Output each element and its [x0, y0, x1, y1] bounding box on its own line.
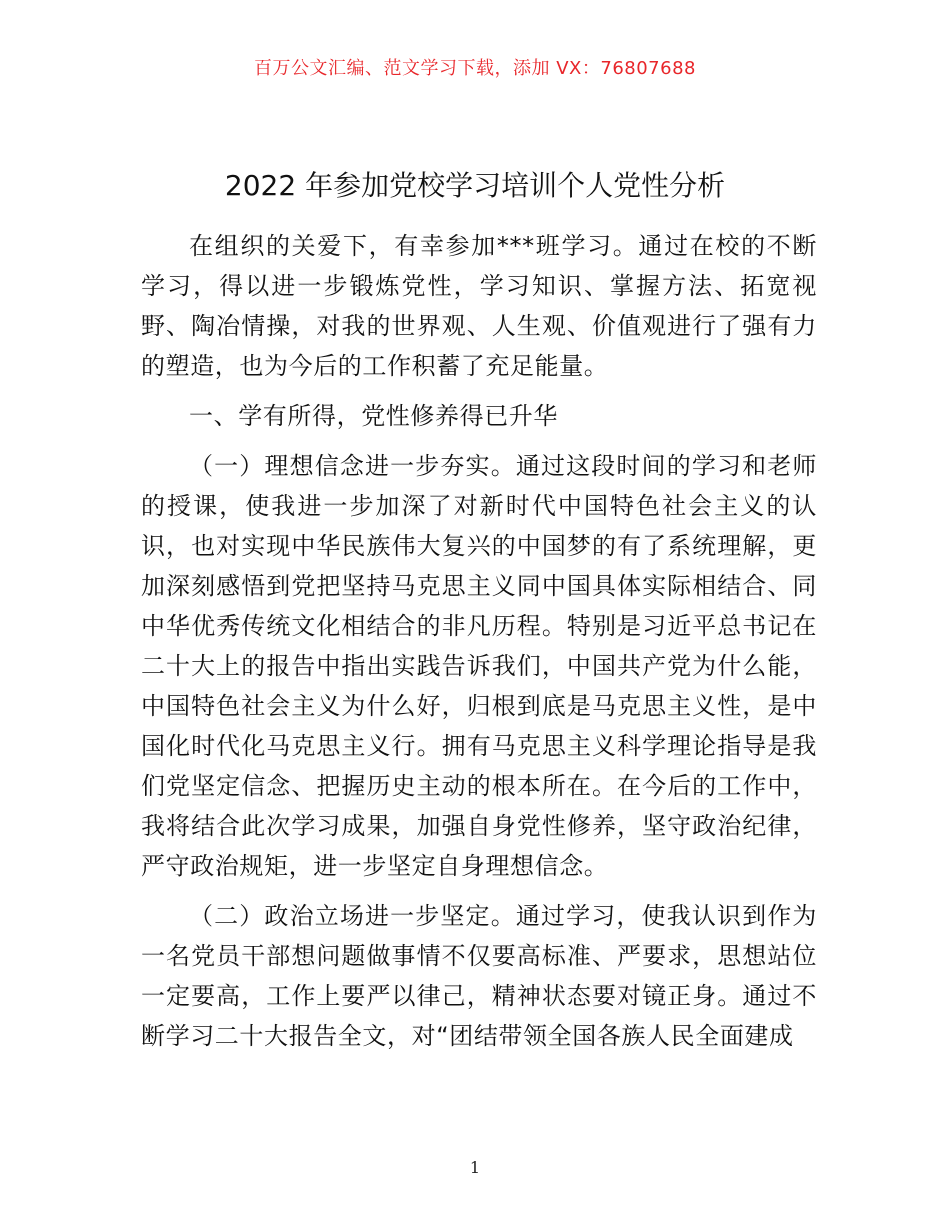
document-title: 2022 年参加党校学习培训个人党性分析	[224, 169, 726, 202]
page-number: 1	[469, 1158, 481, 1177]
paragraph-section-1-2: （二）政治立场进一步坚定。通过学习，使我认识到作为一名党员干部想问题做事情不仅要高标准、严要求，思想站位一定要高，工作上要严以律己，精神状态要对镜正身。通过不断学习二十大报告全文，对“团结带领全国各族人民全面建成	[141, 902, 817, 1050]
document-body	[141, 226, 817, 1056]
header-banner: 百万公文汇编、范文学习下载，添加 VX：76807688	[254, 58, 696, 79]
paragraph-intro: 在组织的关爱下，有幸参加***班学习。通过在校的不断学习，得以进一步锻炼党性，学习知识、掌握方法、拓宽视野、陶冶情操，对我的世界观、人生观、价值观进行了强有力的塑造，也为今后的工作积蓄了充足能量。	[141, 232, 817, 380]
paragraph-section-1-1: （一）理想信念进一步夯实。通过这段时间的学习和老师的授课，使我进一步加深了对新时代中国特色社会主义的认识，也对实现中华民族伟大复兴的中国梦的有了系统理解，更加深刻感悟到党把坚持马克思主义同中国具体实际相结合、同中华优秀传统文化相结合的非凡历程。特别是习近平总书记在二十大上的报告中指出实践告诉我们，中国共产党为什么能，中国特色社会主义为什么好，归根到底是马克思主义性，是中国化时代化马克思主义行。拥有马克思主义科学理论指导是我们党坚定信念、把握历史主动的根本所在。在今后的工作中，我将结合此次学习成果，加强自身党性修养，坚守政治纪律，严守政治规矩，进一步坚定自身理想信念。	[141, 452, 817, 880]
section-heading-1: 一、学有所得，党性修养得已升华	[189, 402, 558, 430]
